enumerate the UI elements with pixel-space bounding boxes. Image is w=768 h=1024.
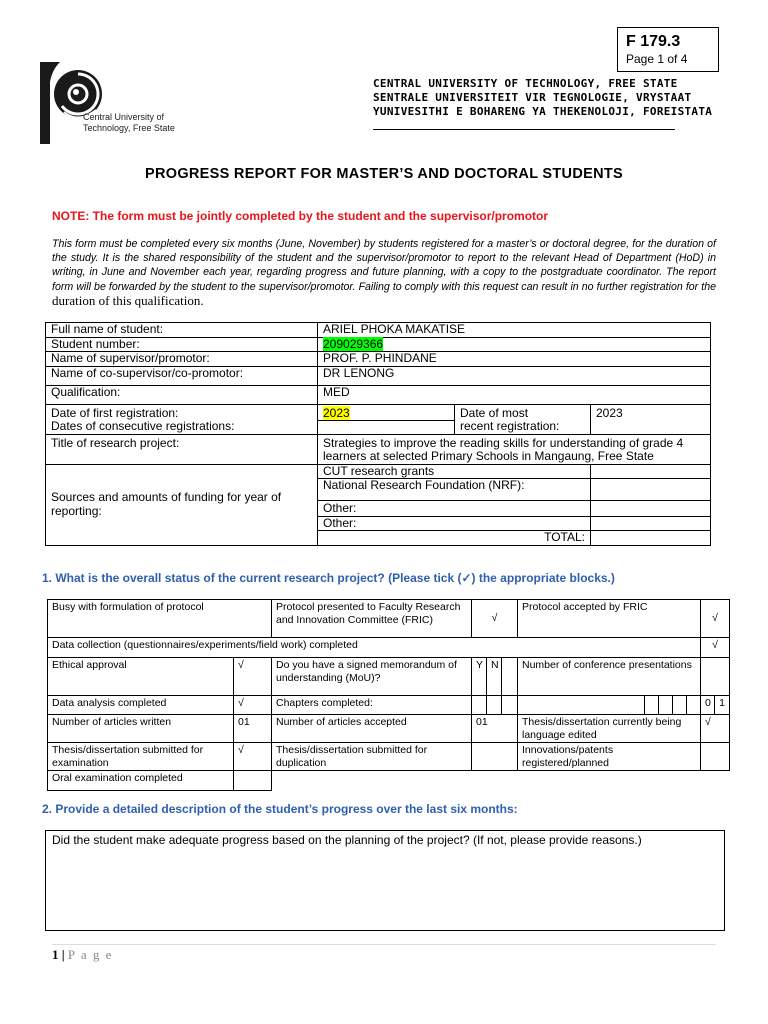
field-cosupervisor[interactable]: DR LENONG bbox=[318, 366, 711, 385]
status-busy-protocol: Busy with formulation of protocol bbox=[48, 600, 272, 638]
form-code: F 179.3 bbox=[626, 33, 681, 50]
label-funding: Sources and amounts of funding for year of reporting: bbox=[46, 464, 318, 545]
funding-other-label-2: Other: bbox=[318, 516, 591, 531]
tick-protocol-presented[interactable]: √ bbox=[472, 600, 518, 638]
mou-no[interactable]: N bbox=[487, 658, 502, 696]
chapter-box[interactable] bbox=[673, 696, 687, 715]
university-name-english: CENTRAL UNIVERSITY OF TECHNOLOGY, FREE STATE bbox=[373, 77, 678, 90]
chapter-box[interactable] bbox=[472, 696, 487, 715]
page-number: 1 bbox=[52, 947, 59, 962]
tick-oral-examination[interactable] bbox=[234, 771, 272, 791]
status-articles-written: Number of articles written bbox=[48, 715, 234, 743]
label-full-name: Full name of student: bbox=[46, 323, 318, 338]
page-label: P a g e bbox=[67, 947, 113, 962]
tick-data-analysis[interactable]: √ bbox=[234, 696, 272, 715]
chapter-box[interactable] bbox=[487, 696, 502, 715]
tick-ethical-approval[interactable]: √ bbox=[234, 658, 272, 696]
tick-data-collection[interactable]: √ bbox=[701, 638, 730, 658]
intro-paragraph: This form must be completed every six months (June, November) by students registered for a master’s or doctoral degree, for the duration of the study. It is the shared responsibility of the student and the supervisor/promotor to report to the relevant Head of Department (HoD) in writing, in June and November each year, regarding progress and future planning, with a copy to the postgraduate coordinator. The report form will be forwarded by the student to the supervisor/promotor. Failing to comply with this request can result in no further registration for the duration of this qualification. bbox=[52, 238, 716, 308]
status-submitted-examination: Thesis/dissertation submitted for examination bbox=[48, 743, 234, 771]
project-status-table bbox=[47, 599, 730, 791]
status-protocol-accepted: Protocol accepted by FRIC bbox=[518, 600, 701, 638]
chapter-digit[interactable]: 1 bbox=[715, 696, 730, 715]
field-articles-accepted[interactable]: 01 bbox=[472, 715, 518, 743]
funding-cut-label: CUT research grants bbox=[318, 464, 591, 479]
field-student-number[interactable]: 209029366 bbox=[318, 337, 711, 352]
field-supervisor[interactable]: PROF. P. PHINDANE bbox=[318, 352, 711, 367]
progress-question: Did the student make adequate progress based on the planning of the project? (If not, please provide reasons.) bbox=[52, 833, 642, 847]
tick-language-edited[interactable]: √ bbox=[701, 715, 730, 743]
mou-yes[interactable]: Y bbox=[472, 658, 487, 696]
funding-other-amount-2[interactable] bbox=[591, 516, 711, 531]
funding-nrf-label: National Research Foundation (NRF): bbox=[318, 479, 591, 501]
status-data-analysis: Data analysis completed bbox=[48, 696, 234, 715]
funding-other-label-1: Other: bbox=[318, 501, 591, 517]
question-2: 2. Provide a detailed description of the student’s progress over the last six months: bbox=[42, 802, 518, 816]
form-number-box bbox=[617, 27, 719, 72]
chapter-box[interactable] bbox=[687, 696, 701, 715]
status-conference-presentations: Number of conference presentations bbox=[518, 658, 701, 696]
header-divider bbox=[373, 129, 675, 130]
label-recent-registration: Date of most recent registration: bbox=[455, 404, 591, 434]
label-supervisor: Name of supervisor/promotor: bbox=[46, 352, 318, 367]
tick-submitted-examination[interactable]: √ bbox=[234, 743, 272, 771]
student-info-table bbox=[45, 322, 711, 546]
tick-submitted-duplication[interactable] bbox=[472, 743, 518, 771]
page-count: Page 1 of 4 bbox=[626, 52, 688, 66]
funding-cut-amount[interactable] bbox=[591, 464, 711, 479]
field-project-title[interactable]: Strategies to improve the reading skills for understanding of grade 4 learners at selected Primary Schools in Mangaung, Free State bbox=[318, 434, 711, 464]
field-registration-dates[interactable]: 2023 bbox=[318, 404, 455, 434]
status-empty-cell bbox=[272, 771, 730, 791]
field-full-name[interactable]: ARIEL PHOKA MAKATISE bbox=[318, 323, 711, 338]
label-student-number: Student number: bbox=[46, 337, 318, 352]
page-title: PROGRESS REPORT FOR MASTER’S AND DOCTORAL STUDENTS bbox=[145, 166, 623, 182]
university-names bbox=[373, 77, 712, 119]
label-registration-dates: Date of first registration: Dates of consecutive registrations: bbox=[46, 404, 318, 434]
logo-text: Central University of Technology, Free State bbox=[83, 112, 175, 133]
chapter-box[interactable] bbox=[645, 696, 659, 715]
university-logo bbox=[38, 58, 188, 144]
chapter-digit[interactable]: 0 bbox=[701, 696, 715, 715]
page-footer: 1 | P a g e bbox=[52, 947, 113, 962]
footer-divider bbox=[52, 944, 716, 945]
status-protocol-presented: Protocol presented to Faculty Research and Innovation Committee (FRIC) bbox=[272, 600, 472, 638]
label-project-title: Title of research project: bbox=[46, 434, 318, 464]
status-language-edited: Thesis/dissertation currently being language edited bbox=[518, 715, 701, 743]
status-oral-examination: Oral examination completed bbox=[48, 771, 234, 791]
status-data-collection: Data collection (questionnaires/experiments/field work) completed bbox=[48, 638, 701, 658]
progress-description-box[interactable] bbox=[45, 830, 725, 931]
label-cosupervisor: Name of co-supervisor/co-promotor: bbox=[46, 366, 318, 385]
field-recent-registration[interactable]: 2023 bbox=[591, 404, 711, 434]
chapter-box[interactable] bbox=[518, 696, 645, 715]
funding-nrf-amount[interactable] bbox=[591, 479, 711, 501]
tick-protocol-accepted[interactable]: √ bbox=[701, 600, 730, 638]
question-1: 1. What is the overall status of the current research project? (Please tick (✓) the appropriate blocks.) bbox=[42, 571, 615, 585]
field-innovations-patents[interactable] bbox=[701, 743, 730, 771]
funding-other-amount-1[interactable] bbox=[591, 501, 711, 517]
mou-blank bbox=[502, 658, 518, 696]
funding-total-amount[interactable] bbox=[591, 531, 711, 546]
status-mou: Do you have a signed memorandum of understanding (MoU)? bbox=[272, 658, 472, 696]
note-text: NOTE: The form must be jointly completed by the student and the supervisor/promotor bbox=[52, 209, 549, 223]
university-name-sesotho: YUNIVESITHI E BOHARENG YA THEKENOLOJI, FOREISTATA bbox=[373, 105, 713, 118]
field-articles-written[interactable]: 01 bbox=[234, 715, 272, 743]
field-conference-presentations[interactable] bbox=[701, 658, 730, 696]
field-qualification[interactable]: MED bbox=[318, 385, 711, 404]
status-innovations-patents: Innovations/patents registered/planned bbox=[518, 743, 701, 771]
label-qualification: Qualification: bbox=[46, 385, 318, 404]
status-submitted-duplication: Thesis/dissertation submitted for duplication bbox=[272, 743, 472, 771]
status-ethical-approval: Ethical approval bbox=[48, 658, 234, 696]
status-chapters-completed: Chapters completed: bbox=[272, 696, 472, 715]
funding-total-label: TOTAL: bbox=[318, 531, 591, 546]
status-articles-accepted: Number of articles accepted bbox=[272, 715, 472, 743]
university-name-afrikaans: SENTRALE UNIVERSITEIT VIR TEGNOLOGIE, VRYSTAAT bbox=[373, 91, 692, 104]
chapter-box[interactable] bbox=[659, 696, 673, 715]
chapter-box[interactable] bbox=[502, 696, 518, 715]
